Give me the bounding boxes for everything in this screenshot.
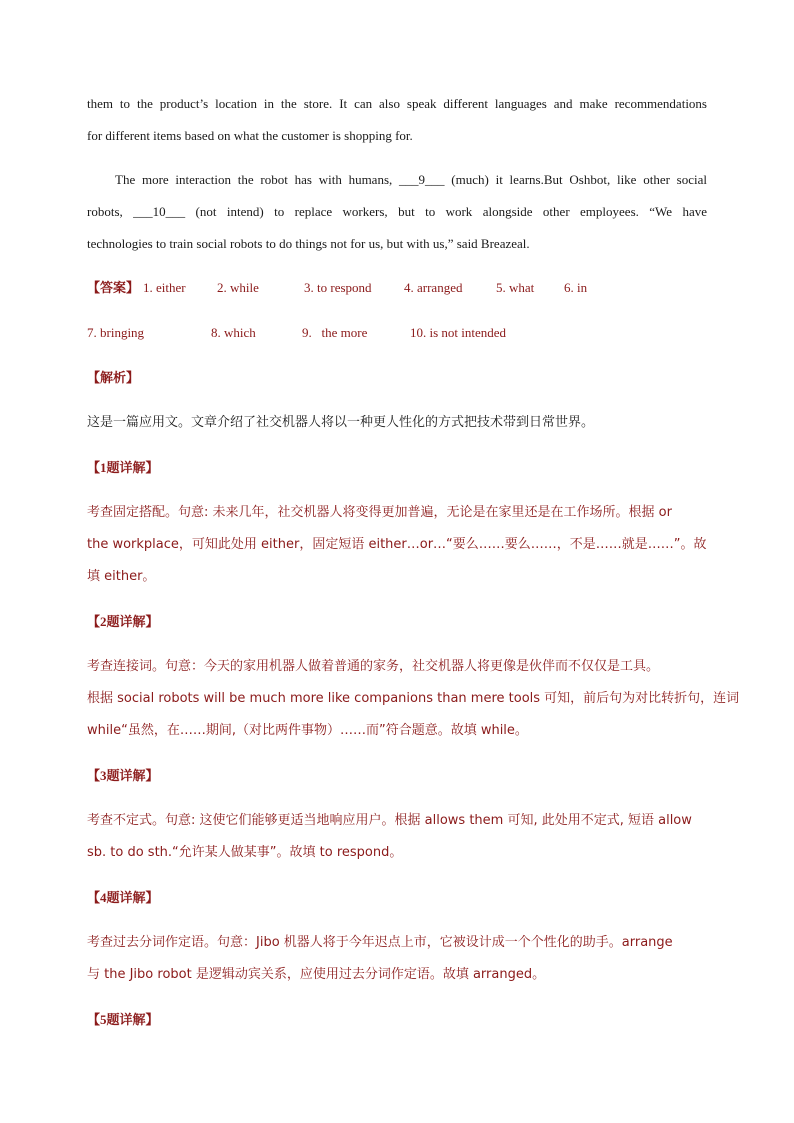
detail-heading-4: 【4题详解】 — [87, 890, 159, 905]
detail-line: 填 either。 — [87, 569, 156, 584]
detail-body-3 — [87, 805, 707, 869]
passage-line: for different items based on what the customer is shopping for. — [87, 128, 413, 143]
document-page — [87, 88, 740, 1049]
answer-item: 3. to respond — [304, 280, 372, 295]
detail-body-2 — [87, 651, 740, 747]
answer-item: 7. bringing — [87, 325, 145, 340]
detail-heading-3: 【3题详解】 — [87, 768, 159, 783]
answer-item: 10. is not intended — [410, 325, 507, 340]
detail-line: sb. to do sth.“允许某人做某事”。故填 to respond。 — [87, 845, 403, 860]
answer-item: 8. which — [211, 325, 256, 340]
detail-heading-1: 【1题详解】 — [87, 460, 159, 475]
analysis-heading: 【解析】 — [87, 370, 140, 385]
detail-body-4 — [87, 927, 707, 991]
detail-line: 根据 social robots will be much more like companions than mere tools 可知，前后句为对比转折句，连词 — [87, 691, 740, 706]
passage-line: them to the product’s location in the store. It can also speak different languages and make recommendations — [87, 96, 707, 111]
answer-item: 2. while — [217, 280, 259, 295]
detail-line: 考查过去分词作定语。句意：Jibo 机器人将于今年迟点上市，它被设计成一个个性化的助手。arrange — [87, 935, 673, 950]
detail-heading-2: 【2题详解】 — [87, 614, 159, 629]
answer-item: 6. in — [564, 280, 588, 295]
detail-line: 与 the Jibo robot 是逻辑动宾关系，应使用过去分词作定语。故填 arranged。 — [87, 967, 546, 982]
passage-line: robots, ___10___ (not intend) to replace workers, but to work alongside other employees. “We have — [87, 204, 707, 219]
detail-line: while“虽然，在……期间,（对比两件事物）……而”符合题意。故填 while。 — [87, 723, 528, 738]
answer-item: 5. what — [496, 280, 535, 295]
detail-line: 考查连接词。句意：今天的家用机器人做着普通的家务，社交机器人将更像是伙伴而不仅仅是工具。 — [87, 659, 660, 674]
detail-body-1 — [87, 497, 707, 593]
answer-item: 1. either — [143, 280, 186, 295]
analysis-summary: 这是一篇应用文。文章介绍了社交机器人将以一种更人性化的方式把技术带到日常世界。 — [87, 415, 595, 430]
detail-heading-5: 【5题详解】 — [87, 1012, 159, 1027]
answer-label: 【答案】 — [87, 280, 140, 295]
detail-line: the workplace，可知此处用 either，固定短语 either…or…“要么……要么……，不是……就是……”。故 — [87, 537, 707, 552]
passage-line: The more interaction the robot has with humans, ___9___ (much) it learns.But Oshbot, like other social — [115, 172, 707, 187]
passage-line: technologies to train social robots to do things not for us, but with us,” said Breazeal. — [87, 236, 530, 251]
answer-row-2 — [87, 317, 707, 362]
answer-row-1 — [87, 272, 707, 317]
answer-item: 9. the more — [302, 325, 368, 340]
answer-item: 4. arranged — [404, 280, 463, 295]
detail-line: 考查不定式。句意: 这使它们能够更适当地响应用户。根据 allows them 可知, 此处用不定式, 短语 allow — [87, 813, 692, 828]
detail-line: 考查固定搭配。句意: 未来几年，社交机器人将变得更加普遍，无论是在家里还是在工作场所。根据 or — [87, 505, 672, 520]
